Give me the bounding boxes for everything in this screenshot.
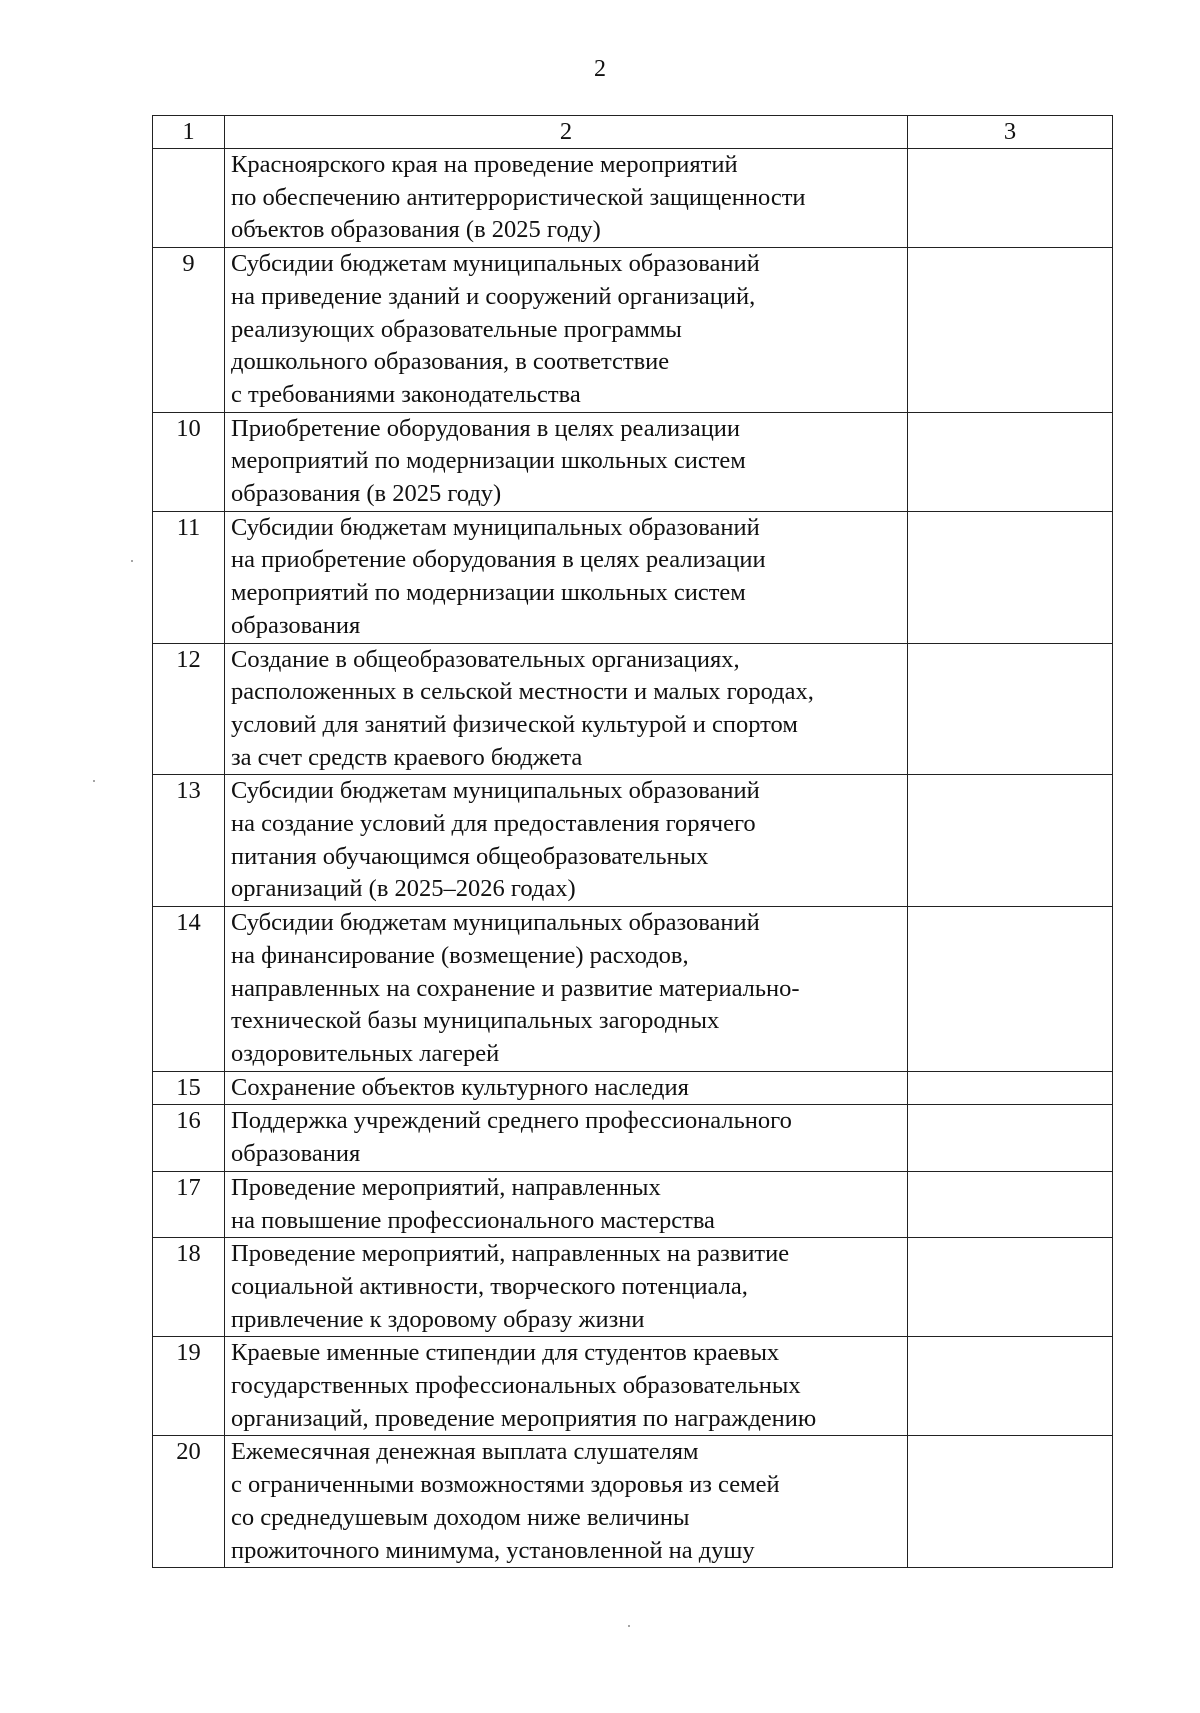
row-description-cell: Проведение мероприятий, направленных на развитие социальной активности, творческого потенциала, привлечение к здоровому образу жизни: [225, 1238, 908, 1337]
table-row: [153, 1436, 1113, 1568]
row-description-cell: Создание в общеобразовательных организациях, расположенных в сельской местности и малых городах, условий для занятий физической культурой и спортом за счет средств краевого бюджета: [225, 643, 908, 775]
row-number-cell: 17: [153, 1171, 225, 1237]
scan-speck: [93, 780, 95, 782]
row-description-cell: Краевые именные стипендии для студентов краевых государственных профессиональных образовательных организаций, проведение мероприятия по награждению: [225, 1337, 908, 1436]
row-description-cell: Субсидии бюджетам муниципальных образований на финансирование (возмещение) расходов, направленных на сохранение и развитие материально- технической базы муниципальных загородных оздоровительных лагерей: [225, 907, 908, 1072]
row-col3-cell: [908, 643, 1113, 775]
table-body: [153, 116, 1113, 1568]
row-col3-cell: [908, 1105, 1113, 1171]
header-cell-col3: 3: [908, 116, 1113, 149]
row-number-cell: 10: [153, 412, 225, 511]
document-table: [152, 115, 1113, 1568]
table-row: [153, 149, 1113, 248]
row-description-cell: Поддержка учреждений среднего профессионального образования: [225, 1105, 908, 1171]
table-header-row: [153, 116, 1113, 149]
row-description-cell: Проведение мероприятий, направленных на повышение профессионального мастерства: [225, 1171, 908, 1237]
row-col3-cell: [908, 775, 1113, 907]
row-description-cell: Приобретение оборудования в целях реализации мероприятий по модернизации школьных систем образования (в 2025 году): [225, 412, 908, 511]
row-number-cell: [153, 149, 225, 248]
table-row: [153, 511, 1113, 643]
table-row: [153, 412, 1113, 511]
table-row: [153, 248, 1113, 413]
scan-speck: [131, 560, 133, 562]
page-number: 2: [594, 56, 606, 82]
row-col3-cell: [908, 149, 1113, 248]
row-number-cell: 16: [153, 1105, 225, 1171]
row-description-cell: Красноярского края на проведение мероприятий по обеспечению антитеррористической защищенности объектов образования (в 2025 году): [225, 149, 908, 248]
row-col3-cell: [908, 1238, 1113, 1337]
table-row: [153, 1105, 1113, 1171]
row-col3-cell: [908, 511, 1113, 643]
row-col3-cell: [908, 1171, 1113, 1237]
row-description-cell: Сохранение объектов культурного наследия: [225, 1071, 908, 1105]
row-number-cell: 20: [153, 1436, 225, 1568]
row-col3-cell: [908, 1337, 1113, 1436]
table-row: [153, 1171, 1113, 1237]
row-description-cell: Ежемесячная денежная выплата слушателям с ограниченными возможностями здоровья из семей со среднедушевым доходом ниже величины прожиточного минимума, установленной на душу: [225, 1436, 908, 1568]
scan-speck: [628, 1625, 630, 1627]
row-number-cell: 19: [153, 1337, 225, 1436]
row-number-cell: 13: [153, 775, 225, 907]
row-col3-cell: [908, 412, 1113, 511]
table-row: [153, 775, 1113, 907]
row-number-cell: 14: [153, 907, 225, 1072]
table-row: [153, 1238, 1113, 1337]
table-row: [153, 643, 1113, 775]
row-description-cell: Субсидии бюджетам муниципальных образований на приведение зданий и сооружений организаций, реализующих образовательные программы дошкольного образования, в соответствие с требованиями законодательства: [225, 248, 908, 413]
row-description-cell: Субсидии бюджетам муниципальных образований на приобретение оборудования в целях реализации мероприятий по модернизации школьных систем образования: [225, 511, 908, 643]
row-number-cell: 18: [153, 1238, 225, 1337]
row-description-cell: Субсидии бюджетам муниципальных образований на создание условий для предоставления горячего питания обучающимся общеобразовательных организаций (в 2025–2026 годах): [225, 775, 908, 907]
row-col3-cell: [908, 248, 1113, 413]
table-row: [153, 1337, 1113, 1436]
header-cell-col2: 2: [225, 116, 908, 149]
row-col3-cell: [908, 1436, 1113, 1568]
table-row: [153, 1071, 1113, 1105]
row-number-cell: 12: [153, 643, 225, 775]
row-number-cell: 9: [153, 248, 225, 413]
row-number-cell: 11: [153, 511, 225, 643]
row-col3-cell: [908, 1071, 1113, 1105]
row-number-cell: 15: [153, 1071, 225, 1105]
row-col3-cell: [908, 907, 1113, 1072]
header-cell-col1: 1: [153, 116, 225, 149]
table-row: [153, 907, 1113, 1072]
